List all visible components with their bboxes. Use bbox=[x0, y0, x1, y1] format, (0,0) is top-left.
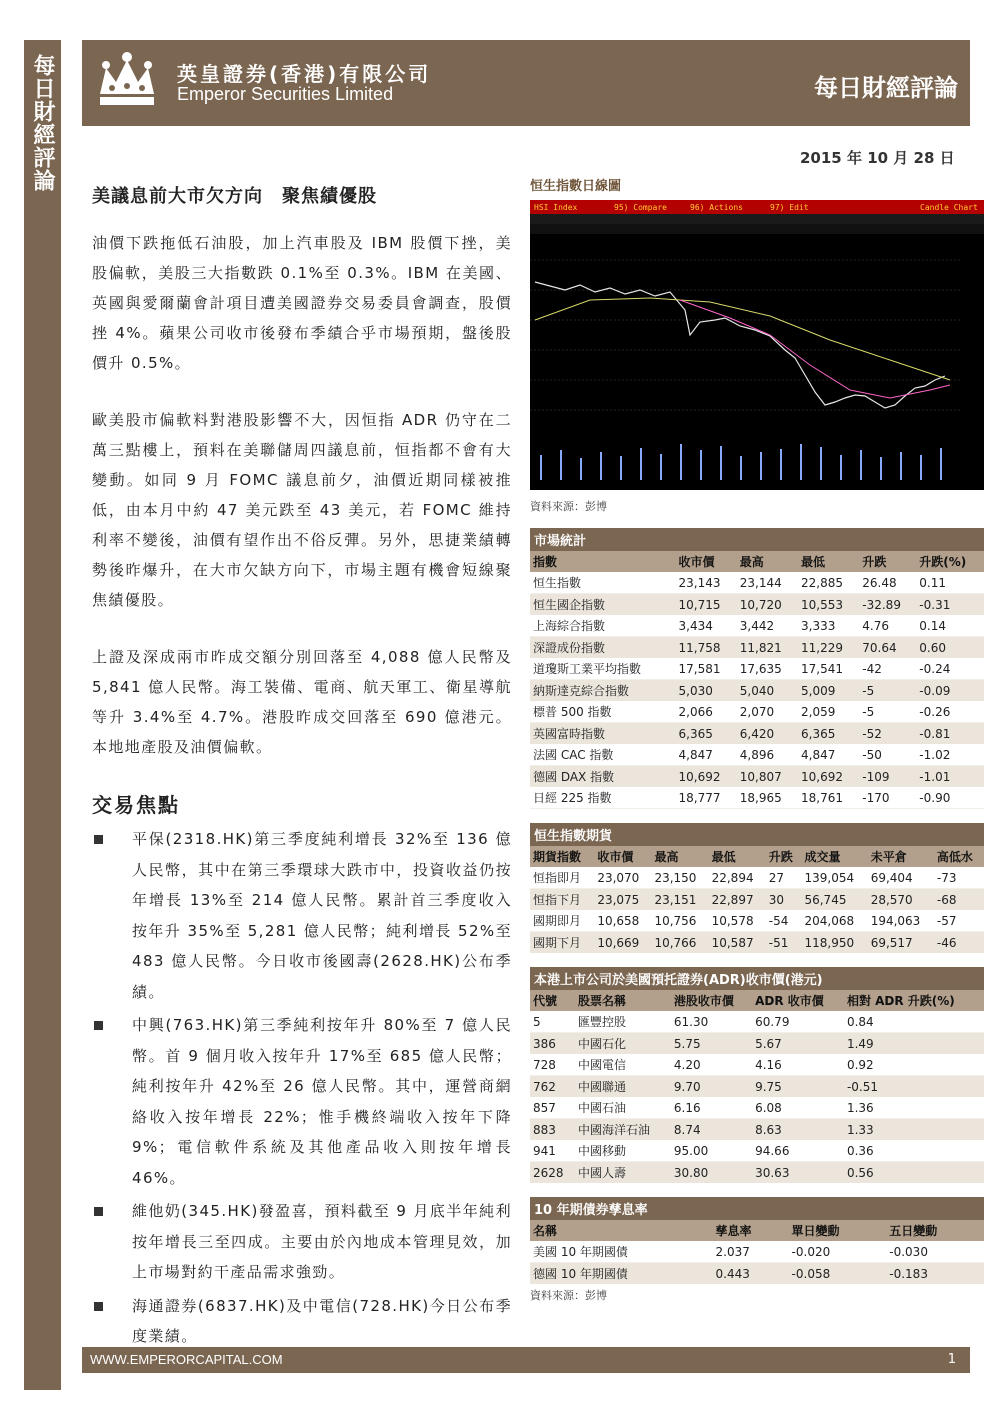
table-cell: 22,885 bbox=[798, 572, 859, 594]
header-bar bbox=[82, 40, 970, 126]
column-header: 成交量 bbox=[801, 846, 867, 867]
table-cell: 納斯達克綜合指數 bbox=[530, 680, 676, 702]
table-cell: 法國 CAC 指數 bbox=[530, 744, 676, 766]
table-cell: 恒指即月 bbox=[530, 867, 594, 889]
table-cell: 10,720 bbox=[737, 594, 798, 616]
chart-source: 資料來源：彭博 bbox=[530, 500, 607, 513]
table-row bbox=[530, 594, 984, 616]
column-header: ADR 收市價 bbox=[752, 990, 844, 1011]
table-cell: 美國 10 年期國債 bbox=[530, 1241, 713, 1263]
footer-bar bbox=[82, 1347, 970, 1373]
column-header: 升跌(%) bbox=[916, 551, 984, 572]
table-cell: -68 bbox=[934, 889, 984, 911]
table-cell: 60.79 bbox=[752, 1011, 844, 1033]
table-row bbox=[530, 1263, 984, 1285]
table-cell: 國期即月 bbox=[530, 910, 594, 932]
chart-toolbar-label: 96) Actions bbox=[690, 203, 743, 212]
table-cell: 23,143 bbox=[676, 572, 737, 594]
focus-section-title: 交易焦點 bbox=[92, 793, 180, 817]
table-row bbox=[530, 1033, 984, 1055]
table-cell: -5 bbox=[859, 701, 916, 723]
table-cell: 4,847 bbox=[798, 744, 859, 766]
table-cell: 匯豐控股 bbox=[575, 1011, 671, 1033]
table-cell: 中國石化 bbox=[575, 1033, 671, 1055]
table-cell: 26.48 bbox=[859, 572, 916, 594]
column-header: 收市價 bbox=[594, 846, 651, 867]
chart-toolbar-label: Candle Chart bbox=[920, 203, 978, 212]
table-cell: 4,896 bbox=[737, 744, 798, 766]
table-cell: 中國移動 bbox=[575, 1140, 671, 1162]
table-row bbox=[530, 1054, 984, 1076]
table-cell: 中國電信 bbox=[575, 1054, 671, 1076]
report-title: 每日財經評論 bbox=[814, 74, 958, 102]
table-cell: 中國聯通 bbox=[575, 1076, 671, 1098]
table-row bbox=[530, 766, 984, 788]
table-title: 市場統計 bbox=[530, 528, 984, 551]
table-cell: 0.92 bbox=[844, 1054, 984, 1076]
table-cell: 深證成份指數 bbox=[530, 637, 676, 659]
table-cell: 德國 DAX 指數 bbox=[530, 766, 676, 788]
table-cell: 95.00 bbox=[671, 1140, 752, 1162]
table-cell: -57 bbox=[934, 910, 984, 932]
table-cell: -0.90 bbox=[916, 787, 984, 809]
chart-toolbar-label: 95) Compare bbox=[614, 203, 667, 212]
column-header: 名稱 bbox=[530, 1220, 713, 1241]
focus-bullet-list bbox=[92, 824, 512, 1352]
table-cell: 23,144 bbox=[737, 572, 798, 594]
table-row bbox=[530, 1097, 984, 1119]
table-cell: 70.64 bbox=[859, 637, 916, 659]
square-bullet-icon bbox=[94, 1302, 103, 1311]
table-cell: 10,692 bbox=[798, 766, 859, 788]
table-row bbox=[530, 1162, 984, 1184]
table-title: 10 年期債券孳息率 bbox=[530, 1197, 984, 1220]
table-cell: 標普 500 指數 bbox=[530, 701, 676, 723]
table-cell: 9.70 bbox=[671, 1076, 752, 1098]
table-row bbox=[530, 1140, 984, 1162]
table-cell: 國期下月 bbox=[530, 932, 594, 954]
table-cell: 中國人壽 bbox=[575, 1162, 671, 1184]
table-cell: 18,965 bbox=[737, 787, 798, 809]
futures-table bbox=[530, 823, 984, 953]
column-header: 代號 bbox=[530, 990, 575, 1011]
column-header: 孳息率 bbox=[713, 1220, 789, 1241]
table-cell: 3,333 bbox=[798, 615, 859, 637]
crown-logo-icon bbox=[92, 50, 162, 116]
table-cell: 10,587 bbox=[709, 932, 766, 954]
table-cell: 中國海洋石油 bbox=[575, 1119, 671, 1141]
table-cell: -109 bbox=[859, 766, 916, 788]
table-title: 恒生指數期貨 bbox=[530, 823, 984, 846]
table-cell: 194,063 bbox=[868, 910, 934, 932]
square-bullet-icon bbox=[94, 835, 103, 844]
table-cell: -1.01 bbox=[916, 766, 984, 788]
table-cell: 0.443 bbox=[713, 1263, 789, 1285]
table-cell: -0.058 bbox=[789, 1263, 887, 1285]
table-cell: 6.16 bbox=[671, 1097, 752, 1119]
website-link[interactable]: WWW.EMPERORCAPITAL.COM bbox=[90, 1352, 283, 1367]
table-cell: 386 bbox=[530, 1033, 575, 1055]
table-cell: 94.66 bbox=[752, 1140, 844, 1162]
hsi-candle-chart-image bbox=[530, 200, 984, 490]
table-cell: 17,635 bbox=[737, 658, 798, 680]
company-name-cn: 英皇證券(香港)有限公司 bbox=[177, 62, 432, 86]
table-row bbox=[530, 889, 984, 911]
column-header: 最高 bbox=[651, 846, 708, 867]
table-cell: 22,897 bbox=[709, 889, 766, 911]
table-row bbox=[530, 658, 984, 680]
bullet-text: 海通證券(6837.HK)及中電信(728.HK)今日公布季度業績。 bbox=[132, 1296, 512, 1345]
focus-bullet bbox=[92, 1010, 512, 1193]
bullet-text: 平保(2318.HK)第三季度純利增長 32%至 136 億人民幣，其中在第三季環球大跌市中，投資收益仍按年增長 13%至 214 億人民幣。累計首三季度收入按年升 35%至 5,281 億人民幣；純利增長 52%至 483 億人民幣。今日收市後國壽(2628.HK)公布季績。 bbox=[132, 830, 512, 1001]
volume-bars bbox=[540, 444, 942, 480]
article-headline: 美議息前大市欠方向 聚焦績優股 bbox=[92, 186, 377, 207]
table-cell: 5,040 bbox=[737, 680, 798, 702]
table-cell: 8.74 bbox=[671, 1119, 752, 1141]
table-cell: 5 bbox=[530, 1011, 575, 1033]
table-cell: 69,517 bbox=[868, 932, 934, 954]
table-cell: 30.63 bbox=[752, 1162, 844, 1184]
table-cell: 941 bbox=[530, 1140, 575, 1162]
table-cell: 5.75 bbox=[671, 1033, 752, 1055]
table-cell: -73 bbox=[934, 867, 984, 889]
focus-bullet bbox=[92, 1291, 512, 1352]
table-cell: 18,777 bbox=[676, 787, 737, 809]
adr-table bbox=[530, 967, 984, 1183]
table-cell: 1.36 bbox=[844, 1097, 984, 1119]
table-cell: -52 bbox=[859, 723, 916, 745]
table-cell: 3,442 bbox=[737, 615, 798, 637]
table-cell: 10,578 bbox=[709, 910, 766, 932]
market-stats-table bbox=[530, 528, 984, 809]
table-cell: -46 bbox=[934, 932, 984, 954]
table-cell: 11,821 bbox=[737, 637, 798, 659]
table-cell: -0.26 bbox=[916, 701, 984, 723]
table-cell: 10,715 bbox=[676, 594, 737, 616]
table-row bbox=[530, 1119, 984, 1141]
table-cell: 中國石油 bbox=[575, 1097, 671, 1119]
column-header: 升跌 bbox=[859, 551, 916, 572]
table-cell: 英國富時指數 bbox=[530, 723, 676, 745]
column-header: 相對 ADR 升跌(%) bbox=[844, 990, 984, 1011]
table-cell: 204,068 bbox=[801, 910, 867, 932]
table-cell: 5,030 bbox=[676, 680, 737, 702]
table-cell: 18,761 bbox=[798, 787, 859, 809]
table-cell: 11,229 bbox=[798, 637, 859, 659]
data-column bbox=[530, 175, 984, 1303]
bond-source: 資料來源：彭博 bbox=[530, 1289, 607, 1302]
table-cell: 恒生國企指數 bbox=[530, 594, 676, 616]
article-column bbox=[92, 182, 512, 1355]
column-header: 最低 bbox=[798, 551, 859, 572]
table-cell: 6,365 bbox=[676, 723, 737, 745]
table-cell: 2.037 bbox=[713, 1241, 789, 1263]
table-row bbox=[530, 615, 984, 637]
table-cell: -170 bbox=[859, 787, 916, 809]
focus-bullet bbox=[92, 1196, 512, 1288]
table-cell: 0.11 bbox=[916, 572, 984, 594]
table-cell: 0.14 bbox=[916, 615, 984, 637]
column-header: 最低 bbox=[709, 846, 766, 867]
table-cell: -0.24 bbox=[916, 658, 984, 680]
chart-toolbar-label: 97) Edit bbox=[770, 203, 809, 212]
table-cell: 56,745 bbox=[801, 889, 867, 911]
article-paragraph: 歐美股市偏軟料對港股影響不大，因恒指 ADR 仍守在二萬三點樓上，預料在美聯儲周四議息前，恒指都不會有大變動。如同 9 月 FOMC 議息前夕，油價近期同樣被推低，由本月中約 47 美元跌至 43 美元，若 FOMC 維持利率不變後，油價有望作出不俗反彈。另外，思捷業績轉勢後昨爆升，在大市欠缺方向下，市場主題有機會短線聚焦績優股。 bbox=[92, 411, 512, 609]
column-header: 港股收市價 bbox=[671, 990, 752, 1011]
table-row bbox=[530, 680, 984, 702]
page-number: 1 bbox=[947, 1352, 956, 1367]
table-cell: 10,766 bbox=[651, 932, 708, 954]
table-cell: 61.30 bbox=[671, 1011, 752, 1033]
table-cell: 上海綜合指數 bbox=[530, 615, 676, 637]
table-cell: 0.60 bbox=[916, 637, 984, 659]
table-cell: 4.20 bbox=[671, 1054, 752, 1076]
table-cell: 23,075 bbox=[594, 889, 651, 911]
table-cell: 0.36 bbox=[844, 1140, 984, 1162]
table-row bbox=[530, 637, 984, 659]
table-row bbox=[530, 932, 984, 954]
table-cell: 2,059 bbox=[798, 701, 859, 723]
table-cell: 日經 225 指數 bbox=[530, 787, 676, 809]
chart-toolbar-label: HSI Index bbox=[534, 203, 578, 212]
table-cell: -0.09 bbox=[916, 680, 984, 702]
table-row bbox=[530, 1076, 984, 1098]
table-cell: 0.56 bbox=[844, 1162, 984, 1184]
column-header: 五日變動 bbox=[886, 1220, 984, 1241]
chart-title: 恒生指數日線圖 bbox=[530, 179, 622, 194]
table-cell: -50 bbox=[859, 744, 916, 766]
table-cell: 10,756 bbox=[651, 910, 708, 932]
table-cell: -0.81 bbox=[916, 723, 984, 745]
column-header: 升跌 bbox=[766, 846, 802, 867]
table-cell: 德國 10 年期國債 bbox=[530, 1263, 713, 1285]
table-cell: -5 bbox=[859, 680, 916, 702]
table-cell: 9.75 bbox=[752, 1076, 844, 1098]
table-cell: 1.33 bbox=[844, 1119, 984, 1141]
table-cell: 6.08 bbox=[752, 1097, 844, 1119]
table-cell: 2,070 bbox=[737, 701, 798, 723]
table-cell: 4.16 bbox=[752, 1054, 844, 1076]
table-cell: 6,365 bbox=[798, 723, 859, 745]
table-cell: 6,420 bbox=[737, 723, 798, 745]
table-cell: -0.51 bbox=[844, 1076, 984, 1098]
column-header: 期貨指數 bbox=[530, 846, 594, 867]
table-cell: 5.67 bbox=[752, 1033, 844, 1055]
article-paragraph: 上證及深成兩市昨成交額分別回落至 4,088 億人民幣及 5,841 億人民幣。海工裝備、電商、航天軍工、衛星導航等升 3.4%至 4.7%。港股昨成交回落至 690 億港元。本地地產股及油價偏軟。 bbox=[92, 648, 512, 756]
square-bullet-icon bbox=[94, 1207, 103, 1216]
table-cell: 728 bbox=[530, 1054, 575, 1076]
table-cell: 23,150 bbox=[651, 867, 708, 889]
column-header: 高低水 bbox=[934, 846, 984, 867]
table-cell: -0.31 bbox=[916, 594, 984, 616]
bullet-text: 維他奶(345.HK)發盈喜，預料截至 9 月底半年純利按年增長三至四成。主要由於內地成本管理見效，加上市場對約干產品需求強勁。 bbox=[132, 1202, 512, 1281]
table-cell: 30 bbox=[766, 889, 802, 911]
table-cell: -0.020 bbox=[789, 1241, 887, 1263]
table-row bbox=[530, 723, 984, 745]
table-cell: 27 bbox=[766, 867, 802, 889]
side-band bbox=[24, 40, 61, 1390]
table-cell: 17,541 bbox=[798, 658, 859, 680]
side-title: 每日財經評論 bbox=[30, 54, 55, 192]
table-cell: -0.183 bbox=[886, 1263, 984, 1285]
table-cell: 23,151 bbox=[651, 889, 708, 911]
table-cell: 23,070 bbox=[594, 867, 651, 889]
table-cell: -51 bbox=[766, 932, 802, 954]
table-cell: 10,692 bbox=[676, 766, 737, 788]
table-cell: 4,847 bbox=[676, 744, 737, 766]
table-cell: 10,669 bbox=[594, 932, 651, 954]
table-cell: 恒生指數 bbox=[530, 572, 676, 594]
bullet-text: 中興(763.HK)第三季純利按年升 80%至 7 億人民幣。首 9 個月收入按年升 17%至 685 億人民幣；純利按年升 42%至 26 億人民幣。其中，運營商網絡收入按年增長 22%；惟手機終端收入按年下降 9%；電信軟件系統及其他產品收入則按年增長 46%。 bbox=[132, 1016, 512, 1187]
table-cell: 2628 bbox=[530, 1162, 575, 1184]
column-header: 股票名稱 bbox=[575, 990, 671, 1011]
table-cell: 恒指下月 bbox=[530, 889, 594, 911]
table-cell: 3,434 bbox=[676, 615, 737, 637]
table-cell: 762 bbox=[530, 1076, 575, 1098]
column-header: 單日變動 bbox=[789, 1220, 887, 1241]
table-row bbox=[530, 572, 984, 594]
table-cell: 4.76 bbox=[859, 615, 916, 637]
table-cell: 道瓊斯工業平均指數 bbox=[530, 658, 676, 680]
column-header: 收市價 bbox=[676, 551, 737, 572]
table-cell: 10,807 bbox=[737, 766, 798, 788]
table-cell: 28,570 bbox=[868, 889, 934, 911]
table-row bbox=[530, 1011, 984, 1033]
table-cell: 17,581 bbox=[676, 658, 737, 680]
table-cell: 10,553 bbox=[798, 594, 859, 616]
article-paragraph: 油價下跌拖低石油股，加上汽車股及 IBM 股價下挫，美股偏軟，美股三大指數跌 0.1%至 0.3%。IBM 在美國、英國與愛爾蘭會計項目遭美國證券交易委員會調查，股價挫 4%。蘋果公司收市後發布季績合乎市場預期，盤後股價升 0.5%。 bbox=[92, 234, 512, 372]
table-cell: 69,404 bbox=[868, 867, 934, 889]
table-cell: 0.84 bbox=[844, 1011, 984, 1033]
table-row bbox=[530, 701, 984, 723]
square-bullet-icon bbox=[94, 1021, 103, 1030]
table-cell: -42 bbox=[859, 658, 916, 680]
table-row bbox=[530, 744, 984, 766]
table-cell: -0.030 bbox=[886, 1241, 984, 1263]
column-header: 未平倉 bbox=[868, 846, 934, 867]
table-row bbox=[530, 1241, 984, 1263]
table-row bbox=[530, 910, 984, 932]
column-header: 指數 bbox=[530, 551, 676, 572]
table-cell: 118,950 bbox=[801, 932, 867, 954]
table-cell: 2,066 bbox=[676, 701, 737, 723]
table-cell: -54 bbox=[766, 910, 802, 932]
table-cell: 22,894 bbox=[709, 867, 766, 889]
table-cell: 8.63 bbox=[752, 1119, 844, 1141]
table-cell: 857 bbox=[530, 1097, 575, 1119]
table-cell: -32.89 bbox=[859, 594, 916, 616]
company-name-en: Emperor Securities Limited bbox=[177, 84, 394, 104]
focus-bullet bbox=[92, 824, 512, 1007]
table-cell: 30.80 bbox=[671, 1162, 752, 1184]
table-cell: 139,054 bbox=[801, 867, 867, 889]
table-cell: 5,009 bbox=[798, 680, 859, 702]
table-title: 本港上市公司於美國預托證券(ADR)收市價(港元) bbox=[530, 967, 984, 990]
table-row bbox=[530, 787, 984, 809]
report-date: 2015 年 10 月 28 日 bbox=[800, 149, 955, 167]
table-cell: -1.02 bbox=[916, 744, 984, 766]
table-cell: 1.49 bbox=[844, 1033, 984, 1055]
table-cell: 883 bbox=[530, 1119, 575, 1141]
column-header: 最高 bbox=[737, 551, 798, 572]
table-cell: 10,658 bbox=[594, 910, 651, 932]
table-cell: 11,758 bbox=[676, 637, 737, 659]
table-row bbox=[530, 867, 984, 889]
bond-yield-table bbox=[530, 1197, 984, 1284]
